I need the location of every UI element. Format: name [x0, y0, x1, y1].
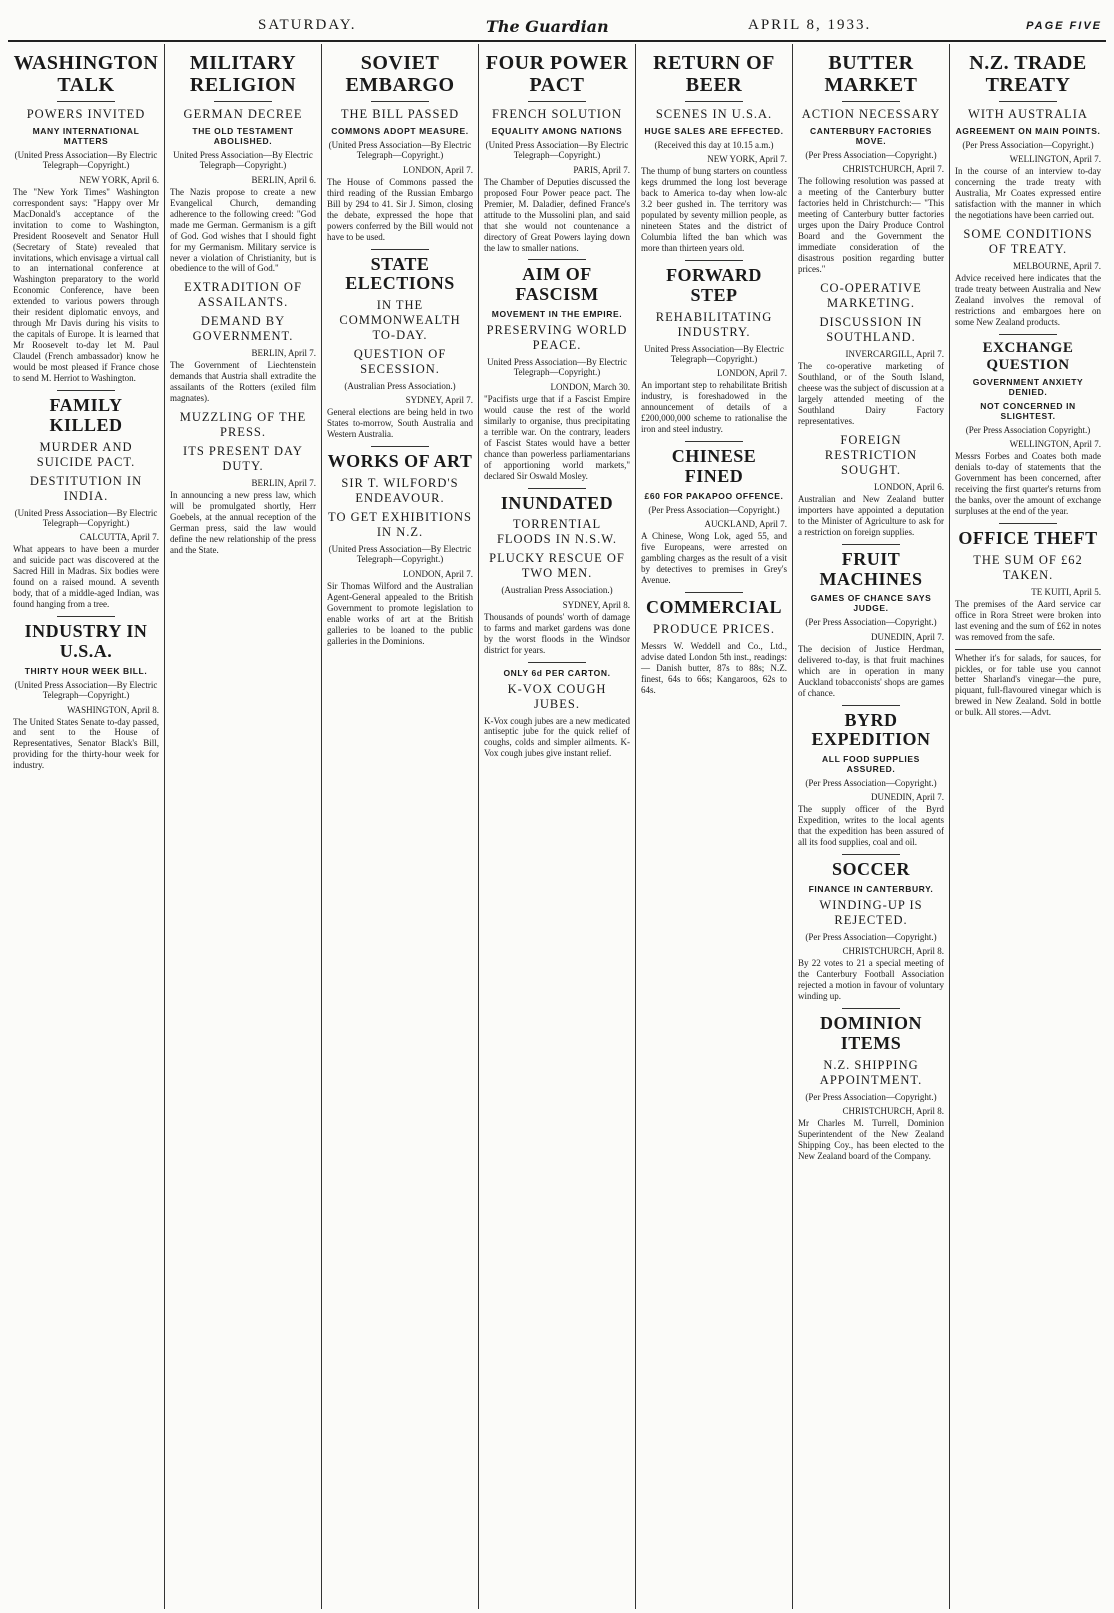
dateline: CHRISTCHURCH, April 7. [842, 164, 944, 175]
divider [371, 446, 429, 447]
divider [371, 101, 429, 102]
subheadline: POWERS INVITED [26, 107, 146, 121]
dateline: DUNEDIN, April 7. [871, 792, 944, 803]
headline: DOMINION ITEMS [820, 1013, 922, 1054]
headline: OFFICE THEFT [958, 528, 1098, 549]
article-muzzling-press [170, 410, 316, 556]
dateline: CHRISTCHURCH, April 8. [842, 946, 944, 957]
divider [214, 101, 272, 102]
dateline: NEW YORK, April 7. [707, 154, 787, 165]
credit-line: (Australian Press Association.) [344, 381, 456, 392]
kicker: DEMAND BY GOVERNMENT. [192, 314, 294, 344]
article-body: The Nazis propose to create a new Evangelical Church, demanding adherence to the following creed: "God made me German. Germanism is a gift of God. God wishes that I should fight for my Germanism. Military service is never a violation of Christianity, but is obedience to the will of God." [170, 186, 316, 274]
article-body: In the course of an interview to-day concerning the trade treaty with Australia, Mr Coates expressed entire satisfaction with the manner in which the negotiations have been carried out. [955, 166, 1101, 221]
article-military-religion [170, 52, 316, 274]
headline: SOVIET EMBARGO [345, 52, 455, 96]
credit-line: (Per Press Association—Copyright.) [805, 150, 937, 160]
article-cooperative-marketing [798, 281, 944, 427]
subheadline: FINANCE IN CANTERBURY. [808, 884, 934, 895]
article-butter-market [798, 52, 944, 275]
column-6 [793, 44, 950, 1609]
divider [528, 259, 586, 260]
ad-k-vox [484, 662, 630, 760]
kicker: THIRTY HOUR WEEK BILL. [24, 665, 148, 676]
masthead-paper-name: The Guardian [486, 17, 609, 36]
article-body: What appears to have been a murder and suicide pact was discovered at the Sacred Hill in Madras. Six bodies were found on a raised mound. A seventh body, that of a middle-aged Indian, was found hanging from a tree. [13, 544, 159, 610]
divider [842, 544, 900, 545]
kicker: CANTERBURY FACTORIES MOVE. [810, 126, 932, 146]
divider [685, 260, 743, 261]
divider [842, 1008, 900, 1009]
divider [685, 101, 743, 102]
dateline: DUNEDIN, April 7. [871, 631, 944, 642]
subheadline: MURDER AND SUICIDE PACT. [36, 439, 136, 469]
article-body: By 22 votes to 21 a special meeting of the Canterbury Football Association rejected a motion in favour of voluntary winding up. [798, 958, 944, 1002]
masthead-page-number: PAGE FIVE [1026, 20, 1102, 32]
article-treaty-conditions [955, 227, 1101, 328]
article-body: Thousands of pounds' worth of damage to farms and market gardens was done by the worst floods in the Windsor district for years. [484, 611, 630, 655]
dateline: PARIS, April 7. [573, 164, 630, 175]
headline: FOREIGN RESTRICTION SOUGHT. [824, 432, 918, 477]
article-body: An important step to rehabilitate British industry, is foreshadowed in the announcement of details of a £200,000,000 scheme to rationalise the iron and steel industry. [641, 380, 787, 435]
subheadline: GOVERNMENT ANXIETY DENIED. [972, 377, 1084, 398]
article-byrd-expedition [798, 705, 944, 849]
article-four-power-pact [484, 52, 630, 253]
article-nz-trade-treaty [955, 52, 1101, 221]
credit-line: (Per Press Association—Copyright.) [805, 778, 937, 789]
headline: FRUIT MACHINES [819, 548, 923, 589]
dateline: AUCKLAND, April 7. [704, 519, 787, 530]
dateline: CALCUTTA, April 7. [79, 532, 159, 543]
credit-line: (United Press Association—By Electric Telegraph—Copyright.) [14, 679, 158, 701]
ad-sharland-vinegar: Whether it's for salads, for sauces, for pickles, or for table use you cannot better Sharland's vinegar—the pure, piquant, full-flavoured vinegar which is brewed in New Zealand. Sold in bottle or bulk. All stores.—Advt. [955, 649, 1101, 718]
subheadline: WITH AUSTRALIA [968, 107, 1088, 121]
divider [528, 662, 586, 663]
masthead-day: SATURDAY. [258, 17, 357, 33]
article-state-elections [327, 249, 473, 441]
article-washington-talk [13, 52, 159, 384]
columns [8, 44, 1106, 1609]
kicker: AGREEMENT ON MAIN POINTS. [955, 126, 1101, 136]
dateline: WELLINGTON, April 7. [1009, 154, 1101, 165]
headline: AIM OF FASCISM [515, 264, 599, 305]
article-body: The decision of Justice Herdman, delivered to-day, is that fruit machines which are in operation in many Auckland tobacconists' shops are games of chance. [798, 643, 944, 698]
credit-line: (Per Press Association—Copyright.) [648, 504, 780, 515]
kicker: TO GET EXHIBITIONS IN N.Z. [328, 510, 472, 540]
article-body: Messrs W. Weddell and Co., Ltd., advise dated London 5th inst., readings:— Danish butter, 87s to 88s; N.Z. finest, 64s to 66s; Kangaroos, 62s to 64s. [641, 640, 787, 695]
article-soccer [798, 854, 944, 1002]
dateline: SYDNEY, April 7. [405, 395, 473, 406]
article-extradition [170, 280, 316, 404]
dateline: INVERCARGILL, April 7. [845, 349, 944, 360]
divider [999, 101, 1057, 102]
article-return-of-beer [641, 52, 787, 254]
ad-kicker: K-VOX COUGH JUBES. [507, 681, 607, 711]
credit-line: (Per Press Association—Copyright.) [805, 617, 937, 628]
credit-line: (Per Press Association—Copyright.) [805, 932, 937, 943]
credit-line: (Per Press Association—Copyright.) [805, 1091, 937, 1102]
kicker: PRESERVING WORLD PEACE. [486, 323, 628, 353]
article-body: Sir Thomas Wilford and the Australian Agent-General appealed to the British Government to promote legislation to enable works of art at the British galleries to be loaned to the public galleries in the Dominions. [327, 580, 473, 646]
article-body: The Government of Liechtenstein demands that Austria shall extradite the assailants of the Rotters (exiled film magnates). [170, 360, 316, 404]
divider [999, 523, 1057, 524]
headline: CO-OPERATIVE MARKETING. [820, 281, 922, 311]
subheadline: ACTION NECESSARY [801, 107, 941, 121]
dateline: WELLINGTON, April 7. [1009, 439, 1101, 450]
subheadline: GERMAN DECREE [183, 107, 303, 121]
headline: FORWARD STEP [666, 265, 762, 305]
kicker: NOT CONCERNED IN SLIGHTEST. [980, 401, 1076, 422]
column-2 [165, 44, 322, 1609]
dateline: NEW YORK, April 6. [79, 174, 159, 185]
kicker: HUGE SALES ARE EFFECTED. [644, 126, 784, 136]
divider [57, 390, 115, 391]
divider [371, 249, 429, 250]
article-forward-step [641, 260, 787, 435]
headline: FOUR POWER PACT [485, 52, 629, 96]
dateline: TE KUITI, April 5. [1031, 586, 1101, 597]
article-body: "Pacifists urge that if a Fascist Empire would cause the rest of the world similarly to organise, thus precipitating a terrible war. On the contrary, leaders of Fascist States would have a better chance than powerless parliamentarians of apportioning world markets," declared Sir Oswald Mosley. [484, 393, 630, 481]
article-body: The House of Commons passed the third reading of the Russian Embargo Bill by 294 to 41. Sir J. Simon, closing the debate, expressed the hope that powers conferred by the Bill would not have to be used. [327, 176, 473, 242]
subheadline: MOVEMENT IN THE EMPIRE. [491, 309, 623, 320]
article-body: General elections are being held in two States to-morrow, South Australia and Western Australia. [327, 407, 473, 440]
credit-line: (United Press Association—By Electric Telegraph—Copyright.) [328, 544, 472, 565]
headline: MILITARY RELIGION [189, 52, 297, 96]
headline: MUZZLING OF THE PRESS. [179, 410, 307, 440]
subheadline: THE BILL PASSED [340, 107, 460, 121]
kicker: COMMONS ADOPT MEASURE. [331, 126, 469, 136]
article-body: The Chamber of Deputies discussed the proposed Four Power peace pact. The Premier, M. Daladier, defined France's attitude to the Mussolini plan, and said that she would not countenance a directory of Great Powers laying down the law to smaller nations. [484, 176, 630, 253]
article-family-killed [13, 390, 159, 610]
divider [842, 854, 900, 855]
kicker: £60 FOR PAKAPOO OFFENCE. [644, 490, 784, 501]
article-body: The United States Senate to-day passed, and sent to the House of Representatives, Senator Black's Bill, providing for the thirty-hour week for industry. [13, 716, 159, 771]
article-office-theft [955, 523, 1101, 643]
headline: BUTTER MARKET [824, 52, 918, 96]
column-4 [479, 44, 636, 1609]
kicker: DESTITUTION IN INDIA. [29, 473, 143, 503]
kicker: THE SUM OF £62 TAKEN. [973, 552, 1083, 582]
article-body: A Chinese, Wong Lok, aged 55, and five Europeans, were arrested on gambling charges as the result of a visit by detectives to premises in Grey's Avenue. [641, 531, 787, 586]
kicker: PRODUCE PRICES. [653, 621, 775, 636]
credit-line: (Received this day at 10.15 a.m.) [654, 140, 774, 150]
dateline: LONDON, April 7. [403, 568, 473, 579]
divider [842, 101, 900, 102]
headline: STATE ELECTIONS [345, 253, 455, 294]
headline: EXCHANGE QUESTION [982, 340, 1074, 373]
kicker: THE OLD TESTAMENT ABOLISHED. [192, 126, 294, 146]
headline: WORKS OF ART [327, 451, 473, 472]
divider [528, 488, 586, 489]
credit-line: (United Press Association—By Electric Telegraph—Copyright.) [14, 150, 158, 171]
article-commercial [641, 592, 787, 696]
dateline: CHRISTCHURCH, April 8. [842, 1106, 944, 1117]
headline: SOME CONDITIONS OF TREATY. [963, 227, 1093, 257]
article-aim-of-fascism [484, 259, 630, 481]
credit-line: United Press Association—By Electric Telegraph—Copyright.) [644, 343, 784, 365]
dateline: LONDON, March 30. [550, 381, 630, 392]
article-body: The "New York Times" Washington correspondent says: "Happy over Mr MacDonald's acceptance of the invitation to come to Washington, President Roosevelt and Senator Hull (Secretary of State) revealed that invitations, which envisage a virtual call to an international conference at Washington preparatory to the world Economic Conference, have been extended to various powers through their resident diplomatic envoys, and through Mr Davis during his visits to the capitals of Europe. It is learned that Mr Roosevelt to-day let M. Paul Claudel (French ambassador) know he would be most pleased if France chose to send M. Herriot to Washington. [13, 186, 159, 384]
headline: BYRD EXPEDITION [811, 709, 931, 750]
credit-line: (United Press Association—By Electric Telegraph—Copyright.) [328, 140, 472, 161]
divider [57, 616, 115, 617]
kicker: ALL FOOD SUPPLIES ASSURED. [822, 754, 920, 775]
credit-line: United Press Association—By Electric Telegraph—Copyright.) [173, 150, 313, 171]
dateline: LONDON, April 7. [403, 164, 473, 175]
dateline: MELBOURNE, April 7. [1012, 261, 1101, 272]
article-body: The premises of the Aard service car office in Rora Street were broken into last evening and the sum of £62 in notes was removed from the safe. [955, 598, 1101, 642]
dateline: SYDNEY, April 8. [562, 599, 630, 610]
column-3 [322, 44, 479, 1609]
article-soviet-embargo [327, 52, 473, 243]
masthead [8, 14, 1106, 42]
headline: SOCCER [831, 859, 910, 880]
kicker: PLUCKY RESCUE OF TWO MEN. [489, 551, 625, 581]
subheadline: IN THE COMMONWEALTH TO-DAY. [339, 298, 461, 343]
dateline: BERLIN, April 6. [251, 174, 316, 185]
subheadline: FRENCH SOLUTION [492, 107, 622, 121]
subheadline: TORRENTIAL FLOODS IN N.S.W. [496, 517, 618, 547]
credit-line: (Per Press Association Copyright.) [965, 425, 1091, 436]
kicker: GAMES OF CHANCE SAYS JUDGE. [810, 593, 932, 614]
article-body: The co-operative marketing of Southland, or of the South Island, cheese was the subject of discussion at a largely attended meeting of the Southland Dairy Factory representatives. [798, 361, 944, 426]
subheadline: SCENES IN U.S.A. [655, 107, 773, 121]
headline: FAMILY KILLED [49, 395, 123, 435]
headline: CHINESE FINED [671, 446, 757, 487]
headline: EXTRADITION OF ASSAILANTS. [184, 280, 302, 310]
article-body: Australian and New Zealand butter importers have appointed a deputation to the Minister of Agriculture to ask for a restriction on foreign supplies. [798, 493, 944, 537]
headline: N.Z. TRADE TREATY [969, 52, 1087, 96]
article-foreign-restriction [798, 433, 944, 538]
divider [999, 334, 1057, 335]
article-inundated [484, 488, 630, 656]
divider [842, 705, 900, 706]
divider [528, 101, 586, 102]
article-dominion-items [798, 1008, 944, 1162]
divider [685, 441, 743, 442]
column-1 [8, 44, 165, 1609]
kicker: ITS PRESENT DAY DUTY. [183, 444, 303, 474]
headline: INUNDATED [500, 492, 614, 513]
article-body: The thump of bung starters on countless kegs drummed the long lost beverage back to America to-day when low-alc 3.2 beer gushed in. The territory was populated by seventy million people, as nineteen States and the district of Columbia lifted the ban which was more than thirteen years old. [641, 166, 787, 254]
subheadline: SIR T. WILFORD'S ENDEAVOUR. [341, 476, 459, 506]
credit-line: United Press Association—By Electric Telegraph—Copyright.) [487, 357, 627, 378]
kicker: N.Z. SHIPPING APPOINTMENT. [819, 1057, 923, 1087]
headline: INDUSTRY IN U.S.A. [24, 621, 148, 662]
masthead-date: APRIL 8, 1933. [748, 17, 872, 33]
column-5 [636, 44, 793, 1609]
dateline: BERLIN, April 7. [251, 478, 316, 489]
article-body: Advice received here indicates that the trade treaty between Australia and New Zealand involves the removal of restrictions and embargoes here on some New Zealand products. [955, 273, 1101, 328]
article-works-of-art [327, 446, 473, 646]
dateline: LONDON, April 7. [717, 368, 787, 379]
dateline: BERLIN, April 7. [251, 348, 316, 359]
kicker: MANY INTERNATIONAL MATTERS [32, 126, 140, 146]
credit-line: (Australian Press Association.) [501, 585, 613, 596]
kicker: DISCUSSION IN SOUTHLAND. [819, 315, 923, 345]
article-body: Messrs Forbes and Coates both made denials to-day of statements that the Government has been concerned, after receiving the first quarter's returns from the banks, over the amount of exchange surpluses at the end of the year. [955, 451, 1101, 517]
credit-line: (Per Press Association—Copyright.) [962, 140, 1094, 150]
divider [57, 101, 115, 102]
article-industry-usa [13, 616, 159, 771]
headline: RETURN OF BEER [653, 52, 775, 96]
credit-line: (United Press Association—By Electric Telegraph—Copyright.) [485, 140, 629, 161]
headline: COMMERCIAL [646, 597, 782, 617]
article-chinese-fined [641, 441, 787, 586]
ad-body: K-Vox cough jubes are a new medicated antiseptic jube for the quick relief of coughs, colds and simpler ailments. K-Vox cough jubes give instant relief. [484, 715, 630, 759]
article-fruit-machines [798, 544, 944, 699]
headline: WASHINGTON TALK [13, 52, 159, 96]
kicker: WINDING-UP IS REJECTED. [819, 898, 923, 928]
ad-headline: ONLY 6d PER CARTON. [503, 667, 611, 678]
article-body: In announcing a new press law, which will be promulgated shortly, Herr Goebels, at the annual reception of the German press, said the law would define the new relationship of the press and the State. [170, 490, 316, 556]
dateline: WASHINGTON, April 8. [67, 704, 159, 715]
article-body: The supply officer of the Byrd Expedition, writes to the local agents that the expedition has been assured of all its food supplies, coal and oil. [798, 804, 944, 848]
kicker: EQUALITY AMONG NATIONS [491, 126, 623, 136]
kicker: QUESTION OF SECESSION. [353, 347, 447, 377]
article-exchange-question [955, 334, 1101, 517]
divider [685, 592, 743, 593]
article-body: The following resolution was passed at a meeting of the Canterbury butter factories held in Christchurch:— "This meeting of Canterbury butter factories urges upon the Dairy Produce Control Board and the Government the immediate consideration of the disastrous position regarding butter prices." [798, 176, 944, 275]
subheadline: REHABILITATING INDUSTRY. [655, 309, 773, 339]
column-7 [950, 44, 1106, 1609]
dateline: LONDON, April 6. [874, 481, 944, 492]
article-body: Mr Charles M. Turrell, Dominion Superintendent of the New Zealand Shipping Coy., has been elected to the New Zealand board of the Company. [798, 1118, 944, 1162]
credit-line: (United Press Association—By Electric Telegraph—Copyright.) [14, 507, 158, 529]
